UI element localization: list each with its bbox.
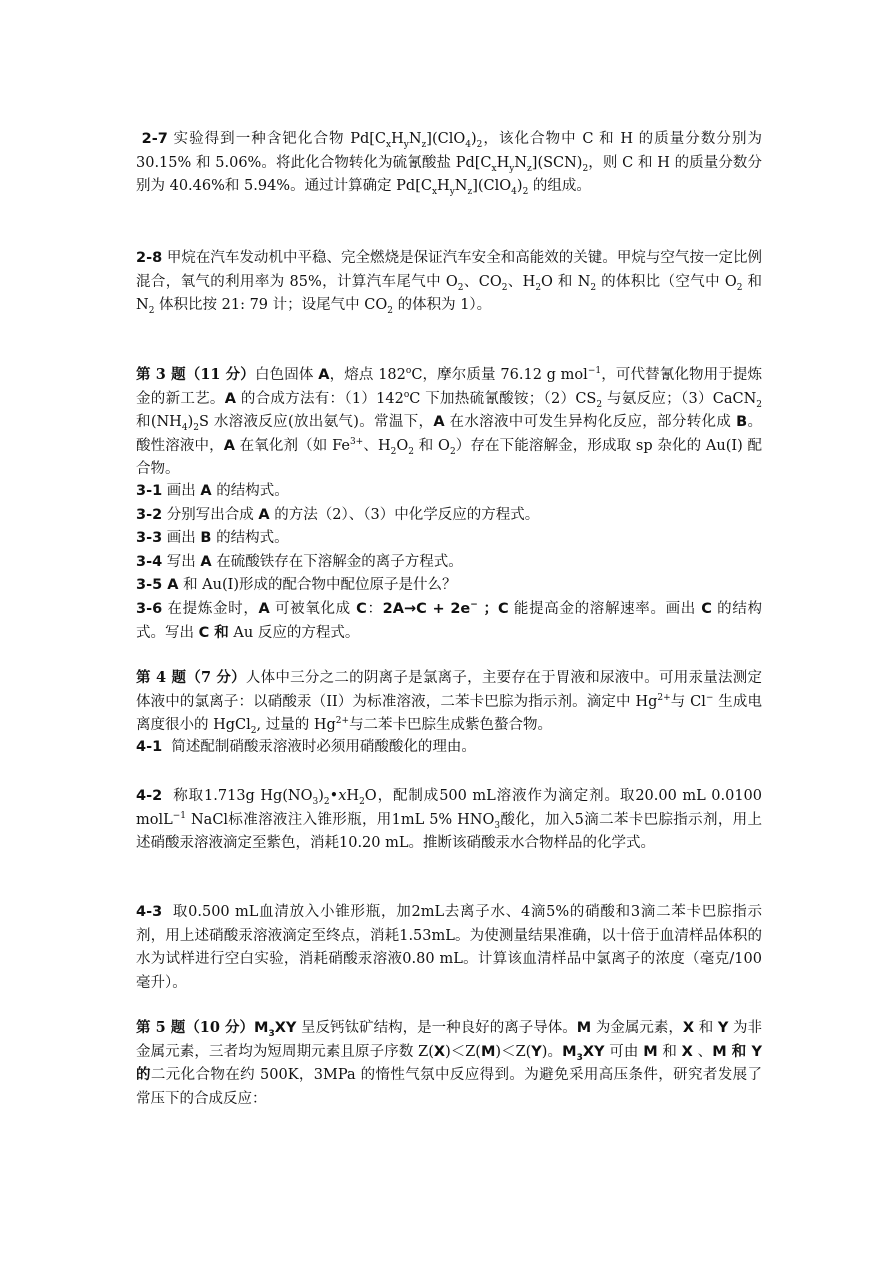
paragraph-13: 4-3 取0.500 mL血清放入小锥形瓶，加2mL去离子水、4滴5%的硝酸和3滴二苯卡巴腙指示剂，用上述硝酸汞溶液滴定至终点，消耗1.53mL。为使测量结果准确，以十倍于血清样品体积的水为试样进行空白实验，消耗硝酸汞溶液0.80 mL。计算该血清样品中氯离子的浓度（毫克/100毫升）。	[136, 904, 762, 991]
paragraph-12: 4-2 称取1.713g $Hg(NO_3)_2•xH_2O$，配制成500 mL溶液作为滴定剂。取20.00 mL 0.0100 molL$^{-1}$ NaCl标准溶液注入锥形瓶，用1mL 5% $HNO_3$酸化，加入5滴二苯卡巴腙指示剂，用上述硝酸汞溶液滴定至紫色，消耗10.20 mL。推断该硝酸汞水合物样品的化学式。	[136, 788, 763, 851]
paragraph-7: 3-4 写出 A 在硫酸铁存在下溶解金的离子方程式。	[136, 554, 463, 570]
paragraph-8: 3-5 A 和 Au(I)形成的配合物中配位原子是什么？	[136, 577, 457, 593]
paragraph-6: 3-3 画出 B 的结构式。	[136, 530, 289, 546]
paragraph-14: 第 5 题（10 分）$M_3XY$ 呈反钙钛矿结构，是一种良好的离子导体。M 为金属元素，X 和 Y 为非金属元素，三者均为短周期元素且原子序数 Z(X)＜Z(M)＜Z(Y)。$M_3XY$ 可由 M 和 X 、M 和 Y 的二元化合物在约 500K，3MPa 的惰性气氛中反应得到。为避免采用高压条件，研究者发展了常压下的合成反应：	[136, 1019, 763, 1107]
paragraph-9: 3-6 在提炼金时，A 可被氧化成 C：2A→C + 2e− ；C 能提高金的溶解速率。画出 C 的结构式。写出 C 和 Au 反应的方程式。	[136, 600, 763, 641]
paragraph-1: 2-7 实验得到一种含钯化合物 $Pd[C_xH_yN_z](ClO_4)_2$，该化合物中 C 和 H 的质量分数分别为 30.15% 和 5.06%。将此化合物转化为硫氰酸盐 $Pd[C_xH_yN_z](SCN)_2$，则 C 和 H 的质量分数分别为 40.46%和 5.94%。通过计算确定 $Pd[C_xH_yN_z](ClO_4)_2$ 的组成。	[136, 131, 762, 197]
paragraph-11: 4-1 简述配制硝酸汞溶液时必须用硝酸酸化的理由。	[136, 739, 476, 755]
paragraph-2: 2-8 甲烷在汽车发动机中平稳、完全燃烧是保证汽车安全和高能效的关键。甲烷与空气按一定比例混合，氧气的利用率为 85%，计算汽车尾气中 $O_2$、$CO_2$、$H_2O$ 和 $N_2$ 的体积比（空气中 $O_2$ 和 $N_2$ 体积比按 21: 79 计；设尾气中 $CO_2$ 的体积为 1）。	[136, 250, 762, 316]
paragraph-10: 第 4 题（7 分）人体中三分之二的阴离子是氯离子，主要存在于胃液和尿液中。可用汞量法测定体液中的氯离子：以硝酸汞（II）为标准溶液，二苯卡巴腙为指示剂。滴定中 $Hg^{2+}$与 Cl− 生成电离度很小的 HgCl$_2$, 过量的 $Hg^{2+}$与二苯卡巴腙生成紫色螯合物。	[136, 669, 762, 736]
paragraph-4: 3-1 画出 A 的结构式。	[136, 483, 289, 499]
paragraph-3: 第 3 题（11 分）白色固体 A，熔点 182$^o$C，摩尔质量 76.12 g mol$^{-1}$，可代替氰化物用于提炼金的新工艺。A 的合成方法有：（1）142$^o$C 下加热硫氰酸铵；$(2)CS_2$ 与氨反应；（3）CaCN$_2$ 和$(NH_4)_2S$ 水溶液反应(放出氨气)。常温下，A 在水溶液中可发生异构化反应，部分转化成 B。酸性溶液中，A 在氧化剂（如 $Fe^{3+}$、$H_2O_2$ 和 $O_2$）存在下能溶解金，形成取 sp 杂化的 Au(I) 配合物。	[136, 366, 763, 477]
paragraph-5: 3-2 分别写出合成 A 的方法（2）、（3）中化学反应的方程式。	[136, 507, 540, 523]
